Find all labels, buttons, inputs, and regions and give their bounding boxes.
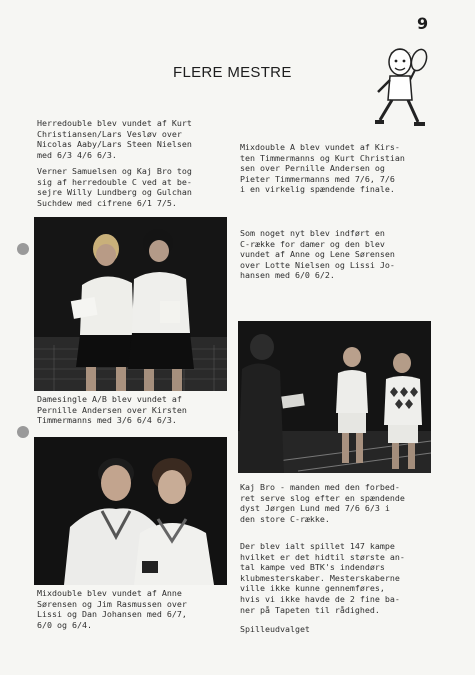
- photo-mixdouble: [34, 437, 227, 585]
- page-number: 9: [417, 14, 429, 33]
- paragraph-summary: Der blev ialt spillet 147 kampe hvilket er det hidtil største an- tal kampe ved BTK's indendørs klubmesterskaber. Mesterskaberne ville ikke kunne gennemføres, hvis vi ikke havde de 2 fine ba- ner på Tapeten til rådighed.: [240, 541, 405, 615]
- tennis-player-cartoon: [370, 44, 432, 132]
- caption-kaj-bro: Kaj Bro - manden med den forbed- ret serve slog efter en spændende dyst Jørgen Lund med 7/6 6/3 i den store C-række.: [240, 482, 405, 524]
- photo-damesingle: [34, 217, 227, 391]
- page-title: FLERE MESTRE: [173, 64, 292, 81]
- paragraph-herredouble-c: Verner Samuelsen og Kaj Bro tog sig af herredouble C ved at be- sejre Willy Lundberg og Gulchan Suchdew med cifrene 6/1 7/5.: [37, 166, 192, 208]
- punch-hole-top: [17, 243, 29, 255]
- caption-mixdouble: Mixdouble blev vundet af Anne Sørensen og Jim Rasmussen over Lissi og Dan Johansen med 6/7, 6/0 og 6/4.: [37, 588, 187, 630]
- paragraph-herredouble: Herredouble blev vundet af Kurt Christiansen/Lars Vesløv over Nicolas Aaby/Lars Steen Nielsen med 6/3 4/6 6/3.: [37, 118, 192, 160]
- paragraph-mixdouble-a: Mixdouble A blev vundet af Kirs- ten Timmermanns og Kurt Christian sen over Pernille Andersen og Pieter Timmermanns med 7/6, 7/6 i en virkelig spændende finale.: [240, 142, 405, 195]
- photo-kaj-bro: [238, 321, 431, 473]
- paragraph-c-raekke: Som noget nyt blev indført en C-række for damer og den blev vundet af Anne og Lene Sørensen over Lotte Nielsen og Lissi Jo- hansen med 6/0 6/2.: [240, 228, 395, 281]
- signature: Spilleudvalget: [240, 624, 310, 634]
- caption-damesingle: Damesingle A/B blev vundet af Pernille Andersen over Kirsten Timmermanns med 3/6 6/4 6/3.: [37, 394, 187, 426]
- punch-hole-bottom: [17, 426, 29, 438]
